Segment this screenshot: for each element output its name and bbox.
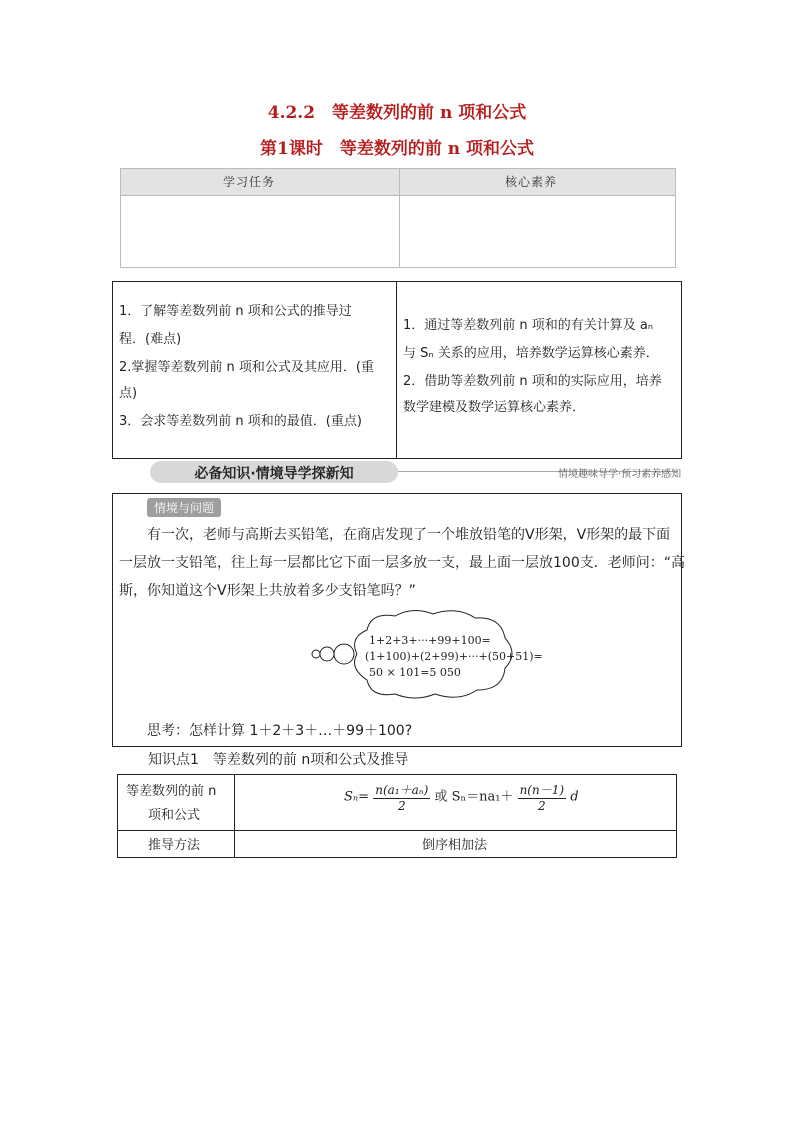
lesson-title: 第1课时 等差数列的前 n 项和公式 [259, 139, 535, 159]
formula-s: Sₙ= [344, 789, 370, 805]
formula-table-hline [118, 830, 676, 831]
goal-left-line: 1．了解等差数列前 n 项和公式的推导过 [119, 304, 352, 319]
goal-left-line: 2.掌握等差数列前 n 项和公式及其应用．(重 [119, 360, 374, 375]
scenario-question: 思考：怎样计算 1＋2＋3＋…＋99＋100? [147, 723, 413, 739]
section-note: 情境趣味导学·预习素养感知 [558, 469, 682, 480]
scenario-paragraph-line: 有一次，老师与高斯去买铅笔，在商店发现了一个堆放铅笔的V形架，V形架的最下面 [147, 527, 671, 543]
fraction-2 [518, 781, 566, 813]
overview-header-bar [121, 169, 675, 196]
cloud-line: 1+2+3+···+99+100= [369, 634, 491, 647]
goal-left-line: 程．(难点) [119, 332, 182, 347]
knowledge-point-title: 知识点1 等差数列的前 n项和公式及推导 [148, 752, 409, 768]
sum-formula [344, 781, 579, 813]
goal-right-line: 与 Sₙ 关系的应用，培养数学运算核心素养． [403, 346, 659, 361]
formula-d: d [570, 789, 579, 805]
goal-right-line: 数学建模及数学运算核心素养． [403, 400, 586, 415]
cloud-line: 50 × 101=5 050 [369, 666, 461, 679]
formula-or: 或 Sₙ＝na₁＋ [434, 789, 514, 805]
overview-divider [399, 169, 400, 267]
derivation-label: 推导方法 [148, 838, 201, 853]
section-title: 4.2.2 等差数列的前 n 项和公式 [267, 103, 527, 123]
goal-right-line: 2．借助等差数列前 n 项和的实际应用，培养 [403, 374, 662, 389]
scenario-paragraph-line: 斯，你知道这个V形架上共放着多少支铅笔吗？” [119, 583, 416, 599]
goals-table [112, 281, 682, 459]
fraction-2-numerator: n(n－1) [519, 783, 565, 797]
goal-left-line: 3．会求等差数列前 n 项和的最值．(重点) [119, 414, 362, 429]
fraction-1 [373, 781, 430, 813]
fraction-2-denominator: 2 [537, 799, 546, 813]
section-banner-title: 必备知识·情境导学探新知 [194, 466, 354, 482]
formula-table-vline [234, 775, 235, 857]
formula-label-line2: 项和公式 [148, 808, 201, 823]
goals-divider [396, 282, 397, 458]
fraction-1-denominator: 2 [397, 799, 406, 813]
formula-table [117, 774, 677, 858]
core-literacy-label: 核心素养 [505, 175, 558, 189]
learning-task-label: 学习任务 [223, 175, 276, 189]
scenario-tag: 情境与问题 [147, 498, 221, 517]
fraction-1-numerator: n(a₁＋aₙ) [375, 783, 429, 797]
overview-table [120, 168, 676, 268]
derivation-method: 倒序相加法 [422, 838, 488, 853]
scenario-paragraph-line: 一层放一支铅笔，往上每一层都比它下面一层多放一支，最上面一层放100支．老师问：“高 [119, 555, 685, 571]
goal-right-line: 1．通过等差数列前 n 项和的有关计算及 aₙ [403, 318, 654, 333]
cloud-line: (1+100)+(2+99)+···+(50+51)= [365, 650, 543, 663]
scenario-box [112, 493, 685, 747]
formula-label-line1: 等差数列的前 n [126, 784, 217, 799]
goal-left-line: 点) [119, 386, 138, 401]
